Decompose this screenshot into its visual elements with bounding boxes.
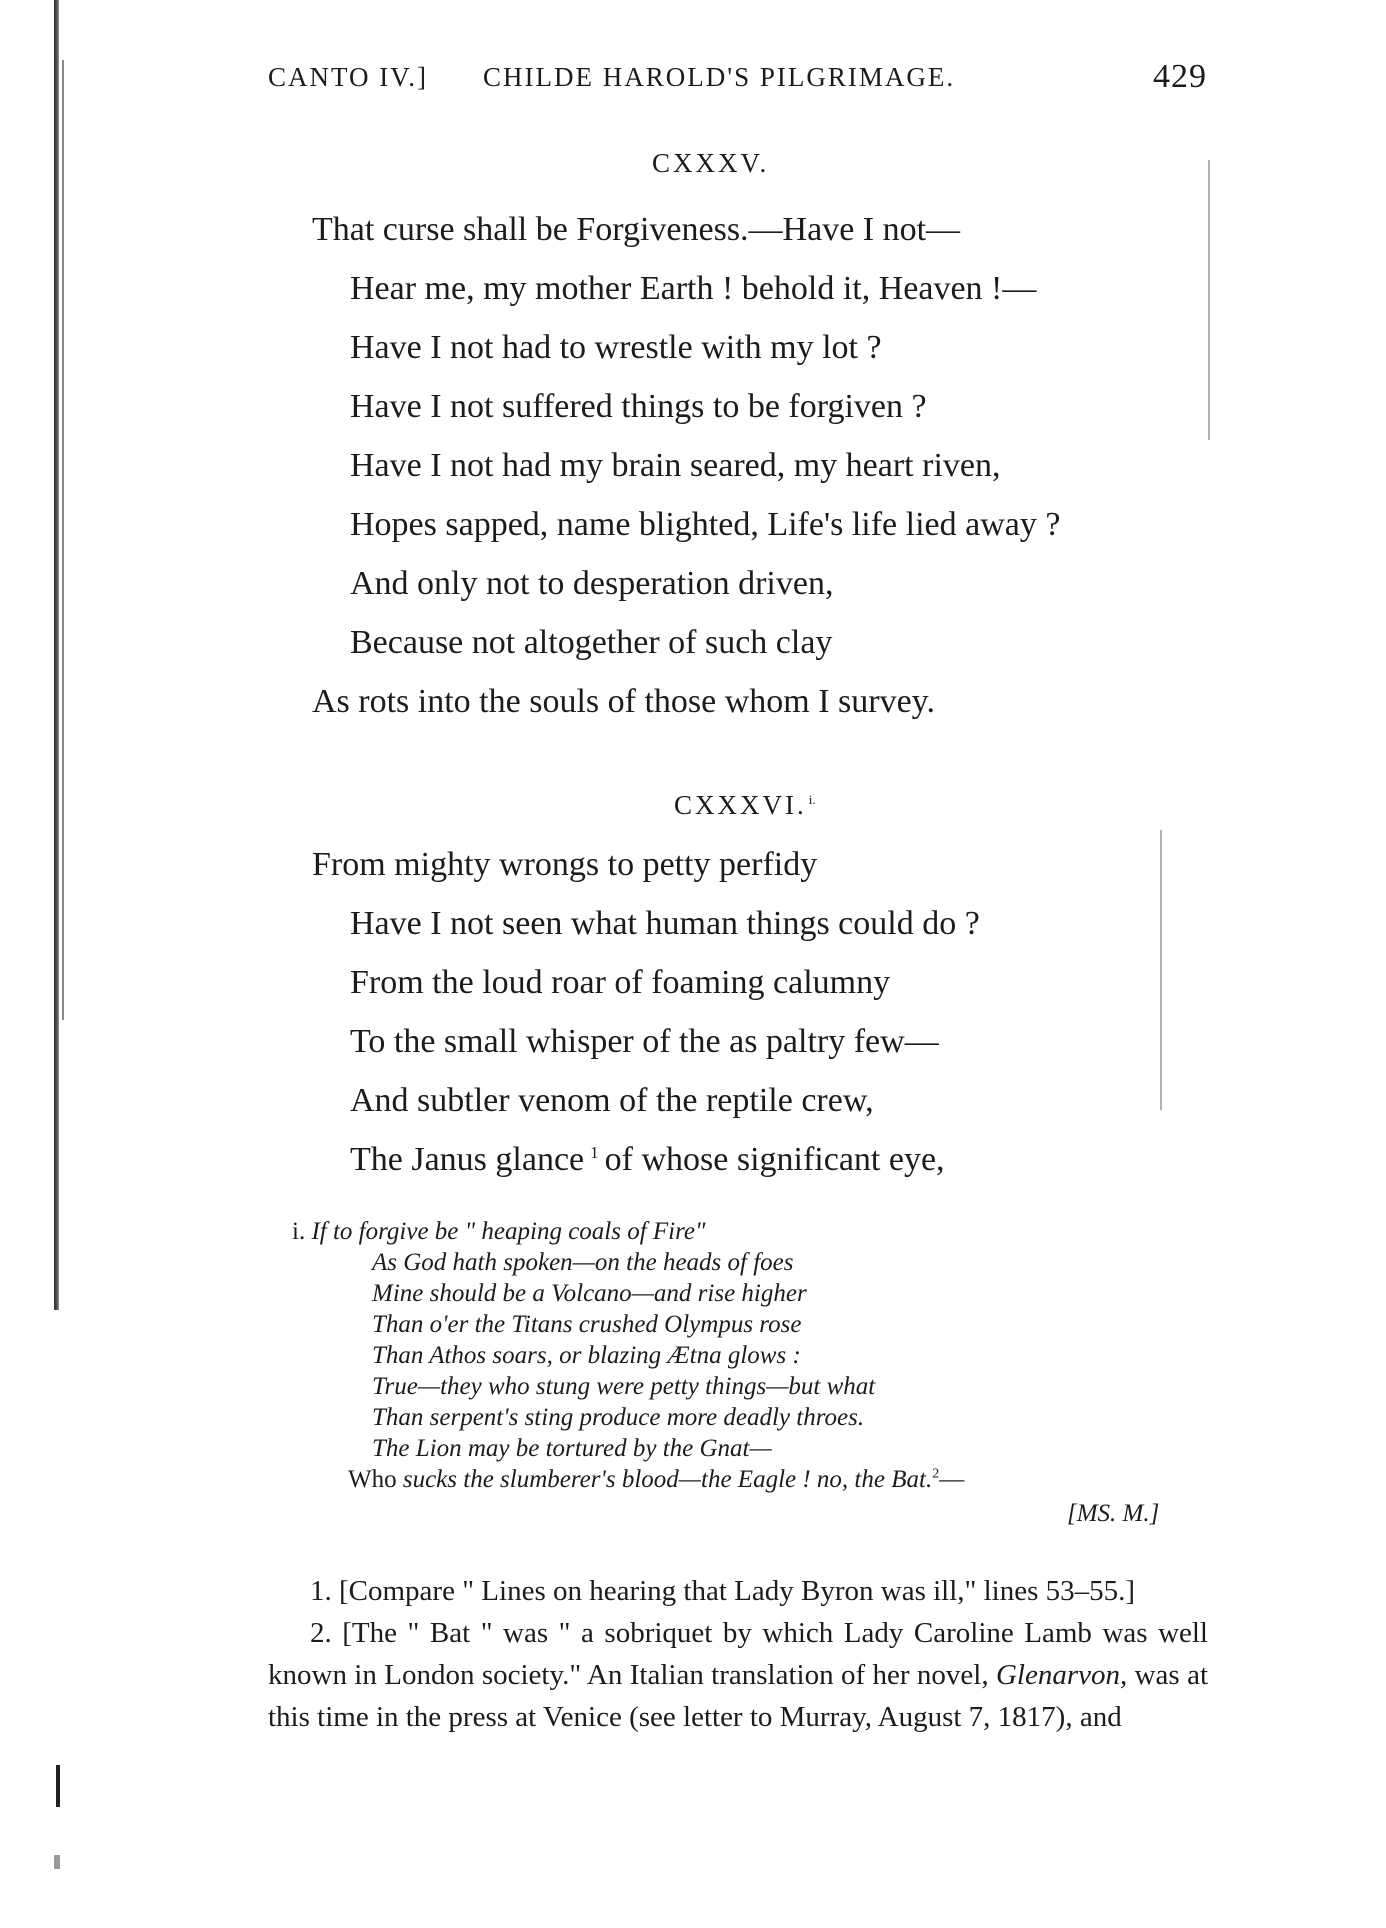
verse-text: The Janus glance (350, 1141, 585, 1178)
scan-mark (56, 1765, 60, 1807)
variant-line: Than o'er the Titans crushed Olympus rose (372, 1311, 802, 1338)
footnote-ref: 2 (932, 1466, 940, 1482)
margin-rule (1208, 160, 1210, 440)
verse-line: Have I not had to wrestle with my lot ? (350, 329, 882, 366)
variant-text: Who (348, 1466, 397, 1493)
footnote-2-text: was at this time in the press at Venice (see letter to Murray, August 7, 1817), and (268, 1659, 1209, 1733)
footnotes (268, 1570, 1208, 1738)
verse-line: Hopes sapped, name blighted, Life's life lied away ? (350, 506, 1061, 543)
scan-dot (54, 1855, 60, 1869)
variant-text: If to forgive be " heaping coals of Fire" (311, 1218, 706, 1245)
stanza-number-text: CXXXVI. (674, 790, 807, 820)
verse-line (350, 1141, 945, 1179)
footnote-2 (268, 1612, 1208, 1738)
variant-line: True—they who stung were petty things—but what (372, 1373, 876, 1400)
stanza-number-136 (674, 790, 816, 821)
page-number: 429 (1153, 58, 1207, 95)
verse-line: Hear me, my mother Earth ! behold it, Heaven !— (350, 270, 1037, 307)
variant-line (292, 1218, 706, 1246)
canto-label: CANTO IV.] (268, 62, 429, 92)
verse-line: Have I not seen what human things could do ? (350, 905, 980, 942)
verse-line: From mighty wrongs to petty perfidy (312, 846, 818, 883)
verse-line: And only not to desperation driven, (350, 565, 834, 602)
stanza-number-135: CXXXV. (652, 148, 770, 178)
variant-line: Than serpent's sting produce more deadly throes. (372, 1404, 865, 1431)
margin-rule (1160, 830, 1162, 1110)
variant-text: — (939, 1466, 965, 1493)
variant-line (348, 1466, 964, 1494)
variant-line: Than Athos soars, or blazing Ætna glows : (372, 1342, 801, 1369)
variant-line: The Lion may be tortured by the Gnat— (372, 1435, 772, 1462)
verse-text: of whose significant eye, (604, 1141, 945, 1178)
variant-text: sucks the slumberer's blood—the Eagle ! no, the Bat. (402, 1466, 933, 1493)
scan-binding-edge (54, 0, 59, 1310)
footnote-ref: 1 (590, 1142, 599, 1162)
verse-line: That curse shall be Forgiveness.—Have I not— (312, 211, 961, 248)
verse-line: To the small whisper of the as paltry few— (350, 1023, 939, 1060)
verse-line: As rots into the souls of those whom I survey. (312, 683, 935, 720)
verse-line: Because not altogether of such clay (350, 624, 833, 661)
variant-marker: i. (808, 792, 816, 807)
footnote-2-text: 2. [The " Bat " was " a sobriquet by which Lady Caroline Lamb was well known in London society." An Italian translation of her novel, (268, 1617, 1208, 1691)
variant-mark: i. (292, 1218, 306, 1245)
verse-line: Have I not suffered things to be forgiven ? (350, 388, 927, 425)
running-header (268, 58, 1218, 106)
verse-line: And subtler venom of the reptile crew, (350, 1082, 874, 1119)
footnote-1: 1. [Compare " Lines on hearing that Lady Byron was ill," lines 53–55.] (310, 1575, 1136, 1607)
running-title: CHILDE HAROLD'S PILGRIMAGE. (483, 62, 956, 92)
novel-title: Glenarvon, (995, 1659, 1128, 1691)
variant-source: [MS. M.] (1067, 1500, 1160, 1527)
variant-line: As God hath spoken—on the heads of foes (372, 1249, 794, 1276)
verse-line: Have I not had my brain seared, my heart riven, (350, 447, 1001, 484)
scan-binding-shadow (62, 60, 64, 1020)
variant-line: Mine should be a Volcano—and rise higher (372, 1280, 807, 1307)
verse-line: From the loud roar of foaming calumny (350, 964, 891, 1001)
